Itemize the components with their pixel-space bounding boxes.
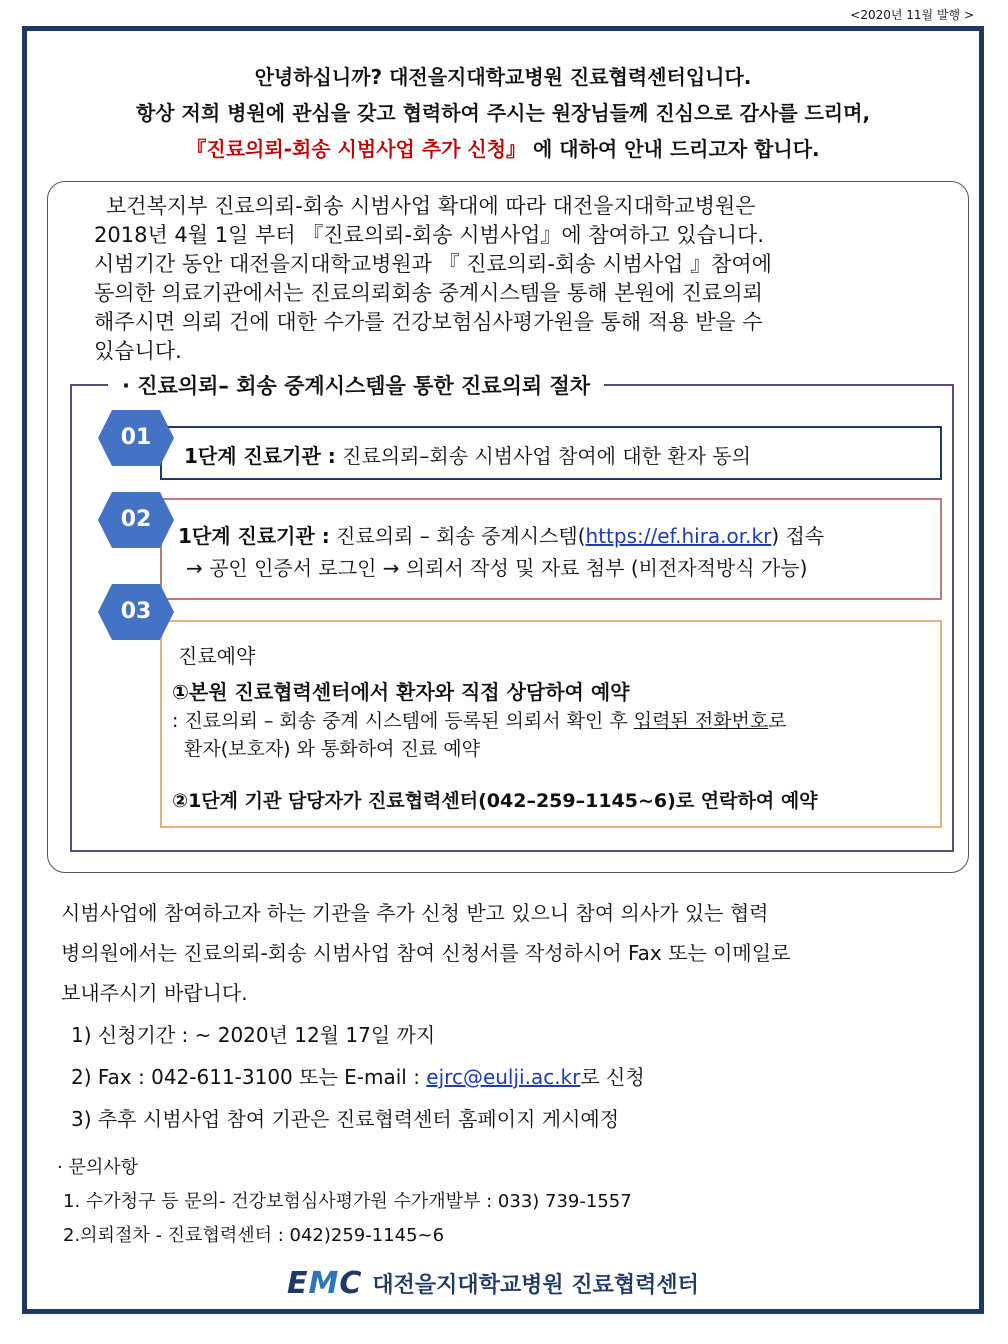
notice-item-2-text: 2) Fax : 042-611-3100 또는 E-mail : xyxy=(71,1065,427,1089)
step-2-text-after: ) 접속 xyxy=(771,524,825,548)
greeting-line-3 xyxy=(27,133,979,162)
logo-letter-m: M xyxy=(308,1265,340,1301)
step-3-hex-badge xyxy=(96,582,176,642)
step-2-label: 1단계 진료기관 : xyxy=(178,524,330,548)
step-3-number: 03 xyxy=(120,599,152,624)
notice-line-3: 보내주시기 바랍니다. xyxy=(61,981,248,1005)
contact-line-1: 1. 수가청구 등 문의- 건강보험심사평가원 수가개발부 : 033) 739-1557 xyxy=(63,1191,632,1212)
logo-letter-c: C xyxy=(339,1265,363,1301)
intro-line: 시범기간 동안 대전을지대학교병원과 『 진료의뢰-회송 시범사업 』참여에 xyxy=(94,252,772,276)
notice-item-2-suffix: 로 신청 xyxy=(580,1065,645,1089)
step-3-item-1-text-c: 환자(보호자) 와 통화하여 진료 예약 xyxy=(184,738,480,760)
step-1-hex-badge xyxy=(96,408,176,468)
emc-logo xyxy=(287,1263,699,1303)
phone-number-underlined: 입력된 전화번호 xyxy=(633,710,769,732)
intro-line: 해주시면 의뢰 건에 대한 수가를 건강보험심사평가원을 통해 적용 받을 수 xyxy=(94,310,763,334)
greeting-line-3-rest: 에 대하여 안내 드리고자 합니다. xyxy=(526,137,820,161)
emc-logo-mark xyxy=(287,1266,362,1301)
step-3-item-1-text-b: 로 xyxy=(768,710,787,732)
step-3-item-1-title: ①본원 진료협력센터에서 환자와 직접 상담하여 예약 xyxy=(172,680,630,704)
step-3-item-1-text xyxy=(172,706,787,733)
step-3-item-2-title: ②1단계 기관 담당자가 진료협력센터(042–259–1145~6)로 연락하여 예약 xyxy=(172,790,818,812)
step-2-text: 진료의뢰 – 회송 중계시스템( xyxy=(329,524,586,548)
email-link[interactable]: ejrc@eulji.ac.kr xyxy=(426,1065,581,1089)
step-3-box xyxy=(160,620,942,828)
intro-paragraph xyxy=(94,192,930,366)
step-2-line-2: → 공인 인증서 로그인 → 의뢰서 작성 및 자료 첨부 (비전자적방식 가능) xyxy=(186,556,808,580)
procedure-box xyxy=(70,374,954,852)
intro-line: 2018년 4월 1일 부터 『진료의뢰-회송 시범사업』에 참여하고 있습니다. xyxy=(94,223,765,247)
step-1-box xyxy=(160,426,942,480)
notice-item-2 xyxy=(71,1061,645,1090)
logo-name: 대전을지대학교병원 진료협력센터 xyxy=(372,1272,699,1298)
greeting-line-1: 안녕하십니까? 대전을지대학교병원 진료협력센터입니다. xyxy=(254,65,752,89)
intro-line: 보건복지부 진료의뢰-회송 시범사업 확대에 따라 대전을지대학교병원은 xyxy=(106,194,756,218)
procedure-title: · 진료의뢰– 회송 중계시스템을 통한 진료의뢰 절차 xyxy=(108,370,604,400)
step-3-label: 진료예약 xyxy=(178,644,256,668)
issue-date: <2020년 11월 발행 > xyxy=(850,8,974,22)
document-frame xyxy=(22,26,984,1314)
step-2-hex-badge xyxy=(96,490,176,550)
step-2-number: 02 xyxy=(120,507,152,532)
notice-item-1: 1) 신청기간 : ~ 2020년 12월 17일 까지 xyxy=(71,1023,436,1047)
hira-link[interactable]: https://ef.hira.or.kr xyxy=(585,524,772,548)
step-2-box xyxy=(160,498,942,600)
logo-letter-e: E xyxy=(287,1265,309,1301)
step-1-number: 01 xyxy=(120,425,152,450)
greeting-line-2: 항상 저희 병원에 관심을 갖고 협력하여 주시는 원장님들께 진심으로 감사를 드리며, xyxy=(135,101,871,125)
intro-line: 있습니다. xyxy=(94,339,182,363)
step-3-item-1-text-a: : 진료의뢰 – 회송 중계 시스템에 등록된 의뢰서 확인 후 xyxy=(172,710,634,732)
intro-line: 동의한 의료기관에서는 진료의뢰회송 중계시스템을 통해 본원에 진료의뢰 xyxy=(94,281,763,305)
step-1-text: 진료의뢰–회송 시범사업 참여에 대한 환자 동의 xyxy=(335,444,751,468)
notice-line-2: 병의원에서는 진료의뢰-회송 시범사업 참여 신청서를 작성하시어 Fax 또는 이메일로 xyxy=(61,941,791,965)
notice-item-3: 3) 추후 시범사업 참여 기관은 진료협력센터 홈페이지 게시예정 xyxy=(71,1107,620,1131)
contact-title: · 문의사항 xyxy=(57,1157,138,1178)
highlight-title: 『진료의뢰-회송 시범사업 추가 신청』 xyxy=(186,137,527,161)
notice-line-1: 시범사업에 참여하고자 하는 기관을 추가 신청 받고 있으니 참여 의사가 있는 협력 xyxy=(61,901,769,925)
step-1-label: 1단계 진료기관 : xyxy=(184,444,336,468)
info-box xyxy=(47,181,969,873)
contact-line-2: 2.의뢰절차 - 진료협력센터 : 042)259-1145~6 xyxy=(63,1225,445,1246)
